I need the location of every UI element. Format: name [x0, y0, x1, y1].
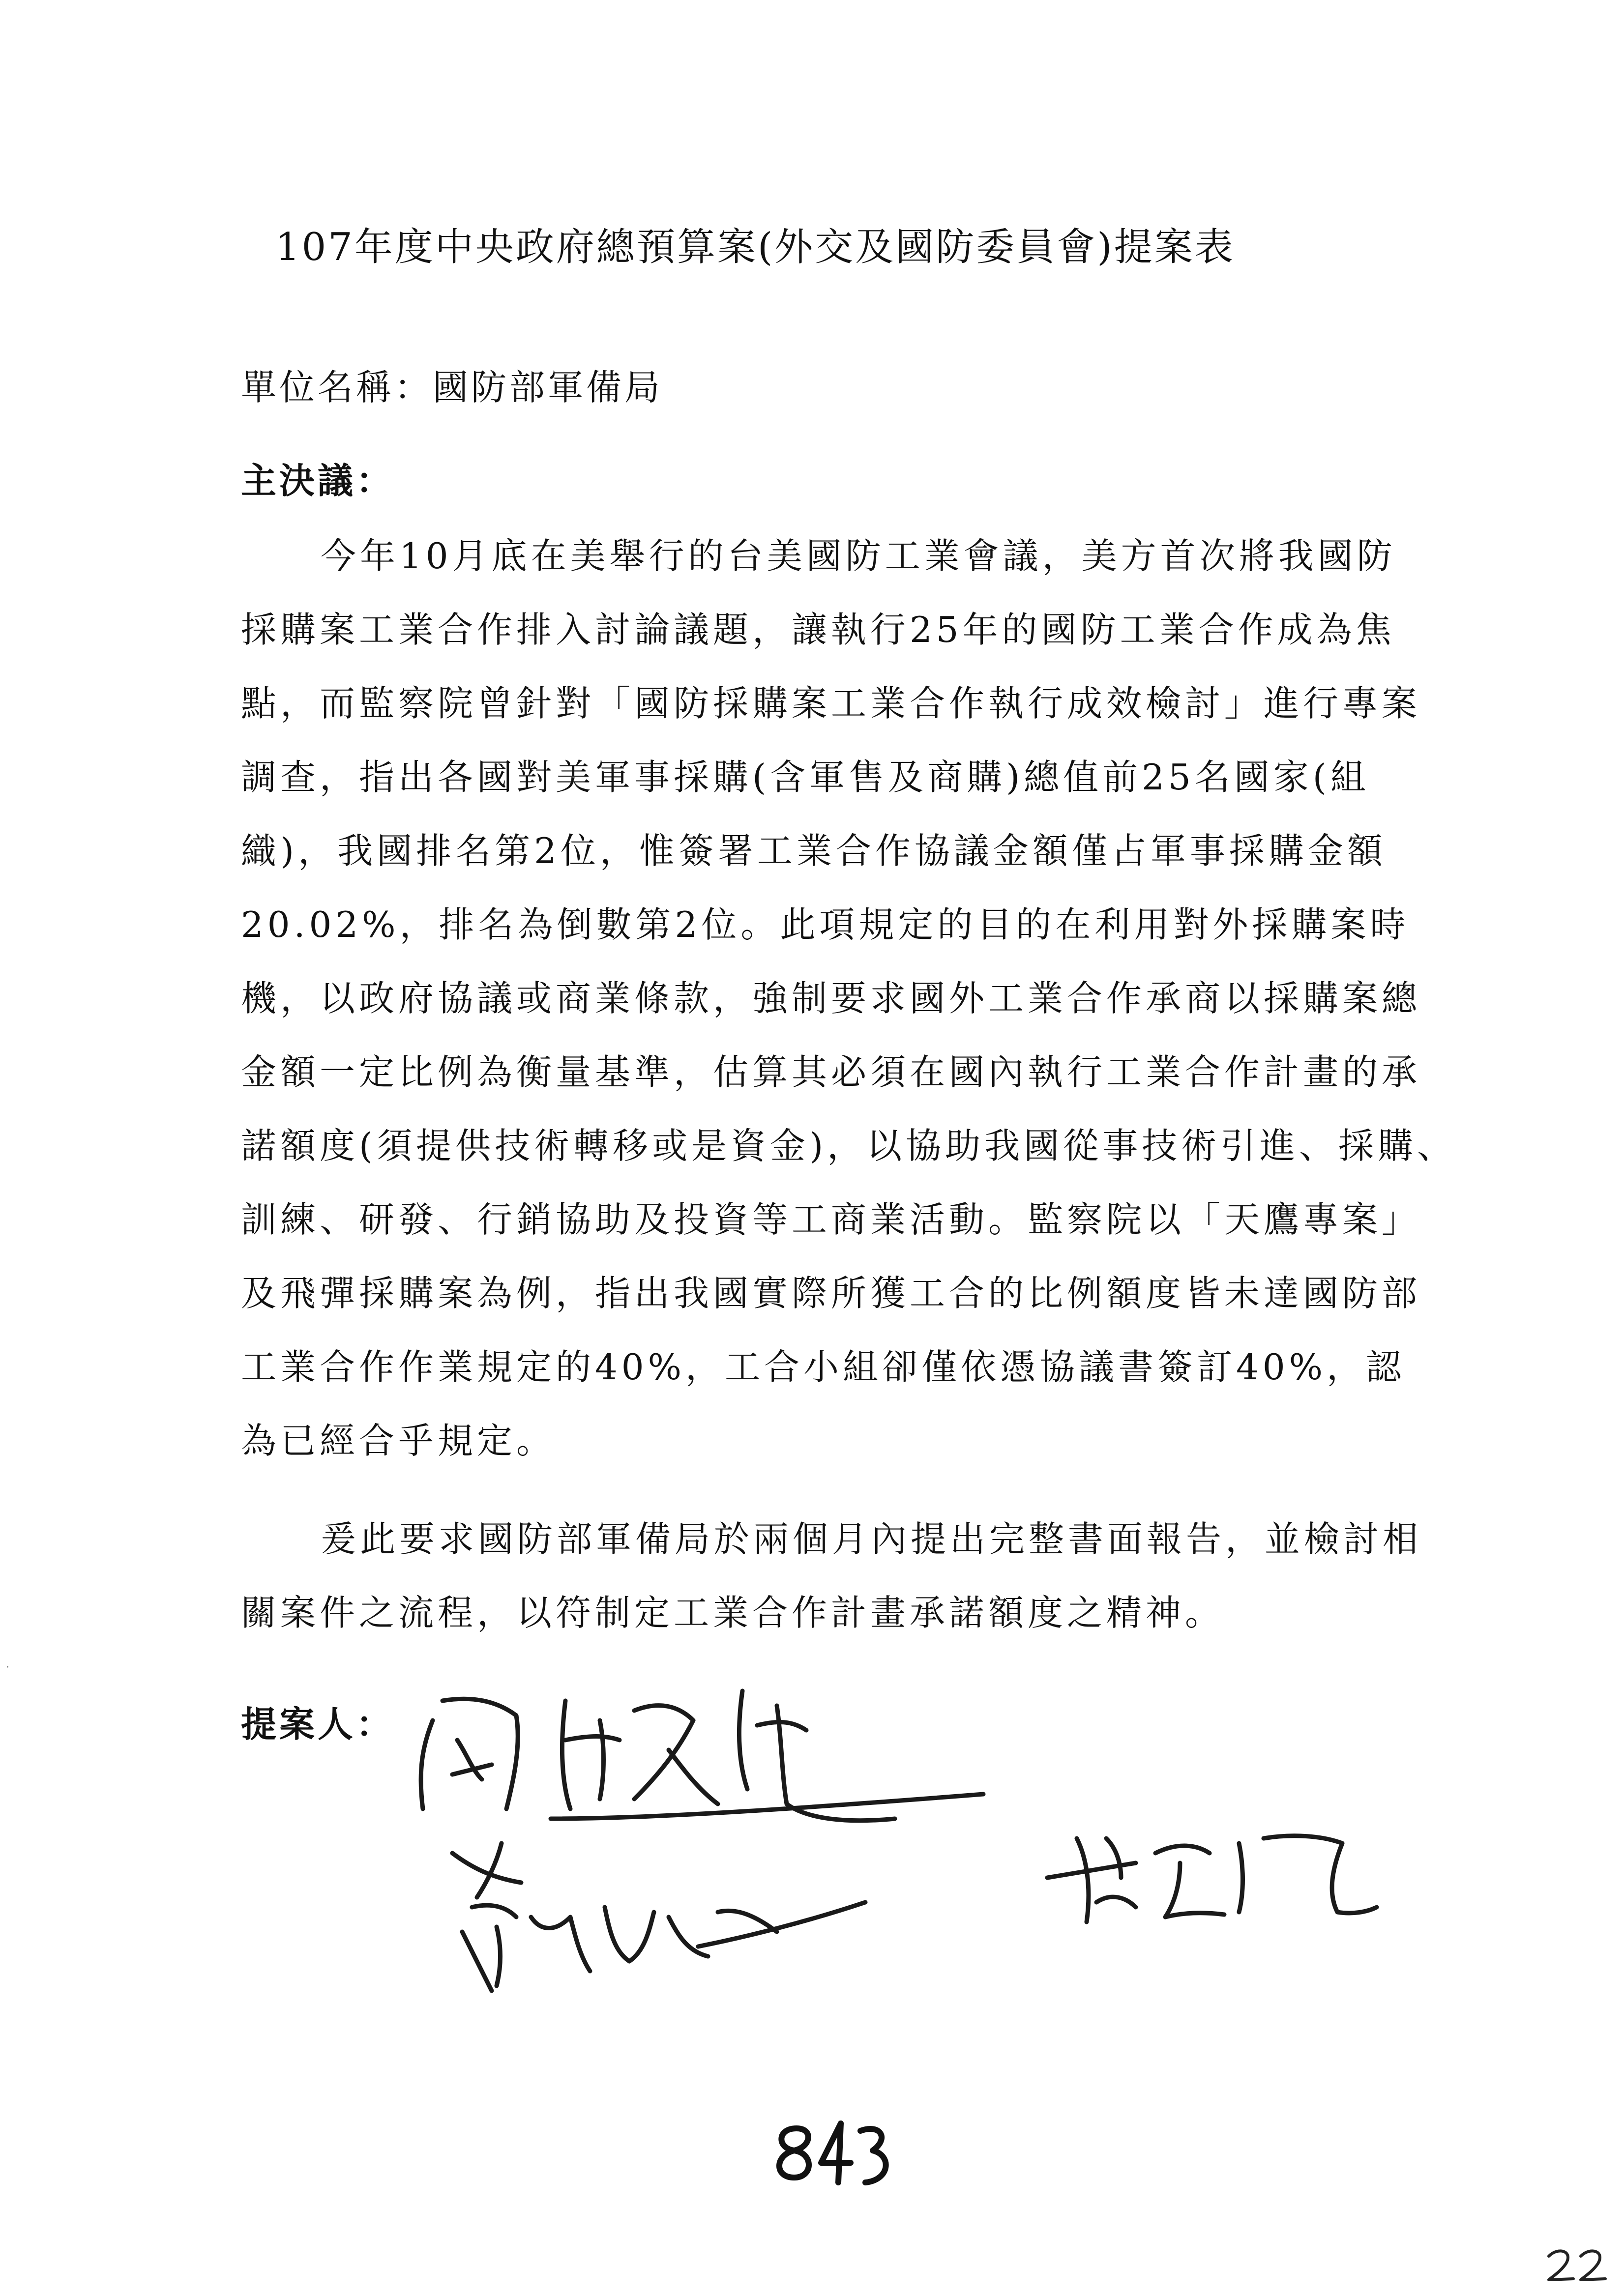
paragraph-2-line: 爰此要求國防部軍備局於兩個月內提出完整書面報告，並檢討相	[321, 1518, 1422, 1560]
resolution-label: 主決議：	[241, 460, 395, 501]
paragraph-2-line: 關案件之流程，以符制定工業合作計畫承諾額度之精神。	[241, 1592, 1225, 1633]
paragraph-1-line: 20.02%，排名為倒數第2位。此項規定的目的在利用對外採購案時	[241, 904, 1410, 945]
handwritten-page-number	[767, 2109, 895, 2192]
paragraph-1-line: 金額一定比例為衡量基準，估算其必須在國內執行工業合作計畫的承	[241, 1051, 1421, 1093]
paragraph-1-line: 織)，我國排名第2位，惟簽署工業合作協議金額僅占軍事採購金額	[241, 830, 1387, 872]
paragraph-1-line: 工業合作作業規定的40%，工合小組卻僅依憑協議書簽訂40%，認	[241, 1346, 1406, 1388]
handwritten-corner-number	[1544, 2241, 1613, 2286]
paragraph-1-line: 點，而監察院曾針對「國防採購案工業合作執行成效檢討」進行專案	[241, 683, 1421, 724]
paragraph-1-line: 諾額度(須提供技術轉移或是資金)，以協助我國從事技術引進、採購、	[241, 1125, 1457, 1166]
paragraph-1-line: 為已經合乎規定。	[241, 1420, 556, 1461]
paragraph-1-line: 機，以政府協議或商業條款，強制要求國外工業合作承商以採購案總	[241, 978, 1421, 1019]
handwritten-signature-2	[443, 1833, 885, 2001]
document-title: 107年度中央政府總預算案(外交及國防委員會)提案表	[275, 225, 1235, 269]
paragraph-1-line: 採購案工業合作排入討論議題，讓執行25年的國防工業合作成為焦	[241, 609, 1395, 650]
unit-name: 單位名稱：國防部軍備局	[241, 367, 663, 408]
paragraph-1-line: 調查，指出各國對美軍事採購(含軍售及商購)總值前25名國家(組	[241, 756, 1370, 798]
paragraph-1-line: 及飛彈採購案為例，指出我國實際所獲工合的比例額度皆未達國防部	[241, 1273, 1421, 1314]
scan-speck: ·	[6, 1661, 9, 1674]
handwritten-signature-3	[1037, 1809, 1382, 1932]
paragraph-1-line: 今年10月底在美舉行的台美國防工業會議，美方首次將我國防	[321, 535, 1396, 577]
paragraph-1-line: 訓練、研發、行銷協助及投資等工商業活動。監察院以「天鷹專案」	[241, 1199, 1421, 1240]
proposer-label: 提案人：	[241, 1703, 395, 1745]
handwritten-signature-1	[403, 1661, 1003, 1838]
